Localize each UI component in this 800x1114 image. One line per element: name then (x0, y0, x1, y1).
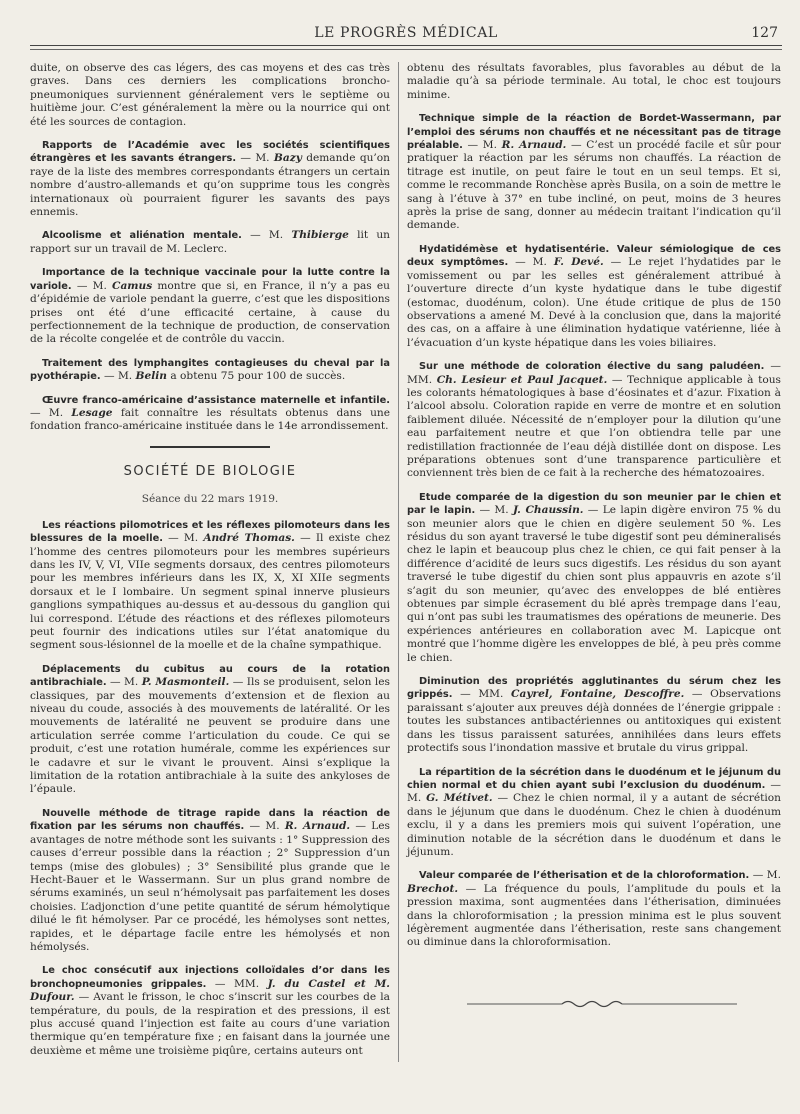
journal-title: LE PROGRÈS MÉDICAL (314, 25, 498, 41)
author-name: G. Métivet. (426, 792, 493, 805)
section-divider (150, 446, 270, 448)
paragraph-heading: Rapports de l’Académie avec les sociétés scientifiques étrangères et les savants étrangers. (30, 140, 390, 165)
author-name: R. Arnaud. (284, 820, 351, 833)
paragraph-heading: Valeur comparée de l’étherisation et de la chloroformation. (419, 870, 750, 882)
page-number: 127 (751, 25, 778, 41)
section-title: SOCIÉTÉ DE BIOLOGIE (123, 463, 297, 479)
author-name: Cayrel, Fontaine, Descoffre. (511, 688, 685, 701)
session-date: Séance du 22 mars 1919. (141, 492, 279, 505)
paragraph: Rapports de l’Académie avec les sociétés scientifiques étrangères et les savants étrangers. — M. Bazy demande qu’on raye de la liste des membres correspondants étrangers un certain nombre d’austro-allemands et qu’on supprime tous les congrès internationaux où pourraient figurer les savants des pays ennemis. (30, 140, 390, 219)
column-separator (398, 62, 399, 1062)
paragraph: Hydatidémèse et hydatisentérie. Valeur sémiologique de ces deux symptômes. — M. F. Devé. — Le rejet l’hydatides par le vomissement ou par les selles est généralement attribué à l’ouverture directe d’un kyste hydatique dans le tube digestif (estomac, duodénum, colon). Une étude critique de plus de 150 observations a amené M. Devé à la conclusion que, dans la majorité des cas, on a affaire à une élimination hydatique vatérienne, liée à l’évacuation d’un kyste hépatique dans les voies biliaires. (407, 243, 781, 349)
author-name: Thibierge (291, 229, 349, 242)
paragraph-heading: Alcoolisme et aliénation mentale. (42, 230, 242, 242)
paragraph: Etude comparée de la digestion du son meunier par le chien et par le lapin. — M. J. Chaussin. — Le lapin digère environ 75 % du son meunier alors que le chien en digère seulement 50 %. Les résidus du son ayant traversé le tube digestif sont peu démineralisés chez le lapin et beaucoup plus chez le chien, ce qui fait penser à la différence d’acidité de leurs sucs digestifs. Les résidus du son ayant traversé le tube digestif du chien sont plus appauvris en azote s’il s’agit du son meunier, qu’avec des enveloppes de blé entières obtenues par simple écrasement du blé après trempage dans l’eau, qui n’ont pas subi les traumatismes des opérations de meunerie. Des expériences antérieures en collaboration avec M. Lapicque ont montré que l’homme digère les enveloppes de blé, à peu près comme le chien. (407, 491, 781, 664)
paragraph-heading: Le choc consécutif aux injections colloïdales d’or dans les bronchopneumonies grippales. (30, 965, 390, 990)
paragraph-heading: Importance de la technique vaccinale pour la lutte contre la variole. (30, 267, 390, 292)
paragraph: Le choc consécutif aux injections colloïdales d’or dans les bronchopneumonies grippales. — MM. J. du Castel et M. Dufour. — Avant le frisson, le choc s’inscrit sur les courbes de la température, du pouls, de la respiration et des pressions, il est plus accusé quand l’injection est faite au cours d’une variation thermique qu’en température fixe ; en faisant dans la journée une deuxième et même une troisième piqûre, certains auteurs ont (30, 965, 390, 1057)
paragraph-heading: Sur une méthode de coloration élective du sang paludéen. (419, 361, 765, 373)
author-name: Belin (135, 370, 167, 383)
author-name: Bazy (273, 152, 302, 165)
paragraph: Traitement des lymphangites contagieuses du cheval par la pyothérapie. — M. Belin a obtenu 75 pour 100 de succès. (30, 357, 390, 383)
author-name: J. du Castel et M. Dufour. (30, 977, 390, 1004)
paragraph-heading: Les réactions pilomotrices et les réflexes pilomoteurs dans les blessures de la moelle. (30, 519, 390, 545)
end-ornament (467, 998, 737, 1010)
author-name: J. Chaussin. (512, 504, 584, 517)
paragraph: Diminution des propriétés agglutinantes du sérum chez les grippés. — MM. Cayrel, Fontaine, Descoffre. — Observations paraissant s’ajouter aux preuves déjà données de l’énergie grippale : toutes les substances antibactériennes ou antitoxiques qui existent dans les tissus paraissent saturées, annihilées dans leurs effets protectifs sous l’inondation massive et brutale du virus grippal. (407, 676, 781, 755)
paragraph: Déplacements du cubitus au cours de la rotation antibrachiale. — M. P. Masmonteil. — Ils se produisent, selon les classiques, par des mouvements d’extension et de flexion au niveau du coude, associés à des mouvements de latéralité. Or les mouvements de latéralité ne peuvent se produire dans une articulation serrée comme l’articulation du coude. Ce qui se produit, c’est une rotation humérale, comme les expériences sur le cadavre et sur le vivant le prouvent. Ainsi s’explique la limitation de la rotation antibrachiale à la suite des ankyloses de l’épaule. (30, 663, 390, 796)
paragraph: Valeur comparée de l’étherisation et de la chloroformation. — M. Brechot. — La fréquence du pouls, l’amplitude du pouls et la pression maxima, sont augmentées dans l’étherisation, diminuées dans la chloroformisation ; la pression minima est le plus souvent légèrement augmentée dans l’étherisation, reste sans changement ou diminue dans la chloroformisation. (407, 869, 781, 949)
paragraph: obtenu des résultats favorables, plus favorables au début de la maladie qu’à sa période terminale. Au total, le choc est toujours minime. (407, 62, 781, 101)
paragraph: Œuvre franco-américaine d’assistance maternelle et infantile. — M. Lesage fait connaître les résultats obtenus dans une fondation franco-américaine instituée dans le 14e arrondissement. (30, 394, 391, 433)
paragraph-heading: Technique simple de la réaction de Bordet-Wassermann, par l’emploi des sérums non chauffés et ne nécessitant pas de titrage préalable. (407, 113, 781, 152)
paragraph-heading: Hydatidémèse et hydatisentérie. Valeur sémiologique de ces deux symptômes. (407, 243, 781, 269)
paragraph: Les réactions pilomotrices et les réflexes pilomoteurs dans les blessures de la moelle. — M. André Thomas. — Il existe chez l’homme des centres pilomoteurs pour les membres supérieurs dans les IV, V, VI, VIIe segments dorsaux, des centres pilomoteurs pour les membres inférieurs dans les IX, X, XI XIIe segments dorsaux et le I lombaire. Un segment spinal innerve plusieurs ganglions sympathiques au-dessus et au-dessous du ganglion qui lui correspond. L’étude des réactions et des réflexes pilomoteurs peut fournir des indications utiles sur l’état anatomique du segment sous-lésionnel de la moelle et de la chaîne sympathique. (30, 519, 390, 652)
paragraph-heading: Œuvre franco-américaine d’assistance maternelle et infantile. (42, 394, 390, 406)
author-name: R. Arnaud. (501, 139, 567, 152)
paragraph: Technique simple de la réaction de Bordet-Wassermann, par l’emploi des sérums non chauffés et ne nécessitant pas de titrage préalable. — M. R. Arnaud. — C’est un procédé facile et sûr pour pratiquer la réaction par les sérums non chauffés. La réaction de titrage est inutile, on peut faire le tout en un seul temps. Et si, comme le recommande Ronchèse après Busila, on a soin de mettre le sang à l’étuve à 37° en tube incliné, on peut, moins de 3 heures après la prise de sang, donner au médecin traitant l’indication qu’il demande. (407, 113, 781, 232)
author-name: Ch. Lesieur et Paul Jacquet. (436, 373, 608, 386)
paragraph-heading: La répartition de la sécrétion dans le duodénum et le jéjunum du chien normal et du chien ayant subi l’exclusion du duodénum. (407, 766, 781, 791)
paragraph-heading: Nouvelle méthode de titrage rapide dans la réaction de fixation par les sérums non chauffés. (30, 807, 390, 833)
paragraph: La répartition de la sécrétion dans le duodénum et le jéjunum du chien normal et du chien ayant subi l’exclusion du duodénum. — M. G. Métivet. — Chez le chien normal, il y a autant de sécrétion dans le jéjunum que dans le duodénum. Chez le chien à duodénum exclu, il y a dans les premiers mois qui suivent l’opération, une diminution notable de la sécrétion dans le duodénum et dans le jéjunum. (407, 766, 781, 858)
header-rule (30, 45, 782, 46)
author-name: Lesage (71, 406, 113, 419)
paragraph-heading: Traitement des lymphangites contagieuses du cheval par la pyothérapie. (30, 357, 390, 383)
running-header (30, 25, 782, 41)
paragraph: duite, on observe des cas légers, des cas moyens et des cas très graves. Dans ces derniers les complications broncho-pneumoniques surviennent généralement vers le septième ou huitième jour. C’est généralement la mère ou la nourrice qui ont été les sources de contagion. (30, 62, 390, 128)
author-name: Camus (112, 279, 153, 292)
paragraph-heading: Déplacements du cubitus au cours de la rotation antibrachiale. (30, 663, 390, 689)
paragraph-heading: Etude comparée de la digestion du son meunier par le chien et par le lapin. (407, 491, 781, 517)
paragraph-heading: Diminution des propriétés agglutinantes du sérum chez les grippés. (407, 676, 781, 701)
paragraph: Importance de la technique vaccinale pour la lutte contre la variole. — M. Camus montre que si, en France, il n’y a pas eu d’épidémie de variole pendant la guerre, c’est que les dispositions prises ont été d’une efficacité certaine, à cause du perfectionnement de la technique de production, de conservation de la récolte congelée et de contrôle du vaccin. (30, 267, 390, 346)
author-name: Brechot. (407, 882, 459, 895)
author-name: P. Masmonteil. (141, 676, 230, 689)
paragraph: Alcoolisme et aliénation mentale. — M. Thibierge lit un rapport sur un travail de M. Leclerc. (30, 229, 390, 255)
right-column (407, 62, 781, 960)
header-rule-thin (30, 49, 782, 50)
paragraph: Sur une méthode de coloration élective du sang paludéen. — MM. Ch. Lesieur et Paul Jacquet. — Technique applicable à tous les colorants hématologiques à base d’éosinates et d’azur. Fixation à l’alcool absolu. Coloration rapide en verre de montre et en solution faiblement diluée. Nécessité de n’employer pour la dilution qu’une eau parfaitement neutre et que l’on obtiendra telle par une redistillation fractionnée de l’eau déjà distillée dont on dispose. Les préparations obtenues sont d’une transparence particulière et conviennent très bien de ce fait à la recherche des hématozoaires. (407, 360, 781, 480)
paragraph: Nouvelle méthode de titrage rapide dans la réaction de fixation par les sérums non chauffés. — M. R. Arnaud. — Les avantages de notre méthode sont les suivants : 1° Suppression des causes d’erreur possible dans la réaction ; 2° Suppression d’un temps (mise des globules) ; 3° Sensibilité plus grande que le Hecht-Bauer et le Wassermann. Sur un plus grand nombre de sérums examinés, un seul n’hémolysait pas parfaitement les doses choisies. L’adjonction d’une petite quantité de sérum hémolytique dilué le fit hémolyser. Par ce procédé, les hémolyses sont nettes, rapides, et le départage facile entre les hémolysés et non hémolysés. (30, 807, 390, 953)
left-column (30, 62, 390, 1068)
author-name: André Thomas. (203, 532, 295, 545)
author-name: F. Devé. (553, 256, 604, 269)
